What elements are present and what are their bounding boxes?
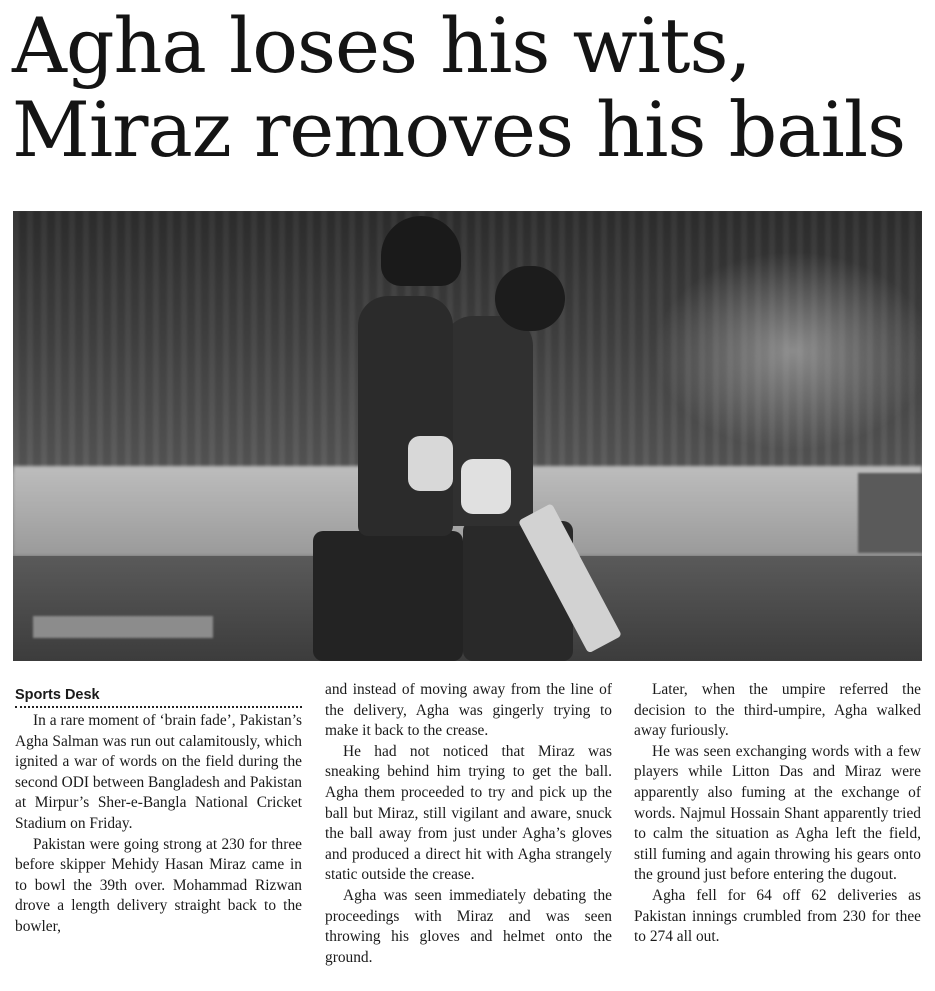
headline bbox=[12, 1, 927, 174]
headline-line-1: Agha loses his wits, bbox=[12, 1, 751, 90]
player-one-gloves bbox=[408, 436, 453, 491]
player-two-helmet bbox=[495, 266, 565, 331]
stand-light bbox=[653, 251, 922, 451]
player-one-helmet bbox=[381, 216, 461, 286]
player-one-body bbox=[358, 296, 453, 536]
paragraph: In a rare moment of ‘brain fade’, Pakistan’s Agha Salman was run out calamitously, which ignited a war of words on the field during the second ODI between Bangladesh and Pakistan at Mirpur’s Sher-e-Bangla National Cricket Stadium on Friday. bbox=[15, 712, 302, 832]
cricket-players-photo bbox=[13, 211, 922, 661]
paragraph: Agha fell for 64 off 62 deliveries as Pakistan innings crumbled from 230 for thee to 274 all out. bbox=[634, 886, 921, 946]
advertising-board-dark bbox=[858, 473, 922, 553]
paragraph: He was seen exchanging words with a few players while Litton Das and Miraz were apparently also fuming at the exchange of words. Najmul Hossain Shant apparently tried to calm the situation as Agha left the field, still fuming and again throwing his gears onto the ground just before entering the dugout. bbox=[634, 742, 921, 884]
player-one-legs bbox=[313, 531, 463, 661]
pitch-marking bbox=[33, 616, 213, 638]
paragraph: Agha was seen immediately debating the proceedings with Miraz and was seen throwing his gloves and helmet onto the ground. bbox=[325, 886, 612, 966]
headline-line-2: Miraz removes his bails bbox=[12, 85, 906, 174]
player-two-gloves bbox=[461, 459, 511, 514]
article-column-1 bbox=[15, 680, 302, 938]
byline: Sports Desk bbox=[15, 680, 302, 708]
article-column-2 bbox=[325, 680, 612, 968]
paragraph: and instead of moving away from the line of the delivery, Agha was gingerly trying to make it back to the crease. bbox=[325, 681, 612, 740]
article-column-3 bbox=[634, 680, 921, 948]
paragraph: He had not noticed that Miraz was sneaking behind him trying to get the ball. Agha them proceeded to try and pick up the ball but Miraz, still vigilant and aware, snuck the ball away from just under Agha’s gloves and produced a direct hit with Agha strangely static outside the crease. bbox=[325, 742, 612, 884]
paragraph: Later, when the umpire referred the decision to the third-umpire, Agha walked away furiously. bbox=[634, 681, 921, 740]
paragraph: Pakistan were going strong at 230 for three before skipper Mehidy Hasan Miraz came in to bowl the 39th over. Mohammad Rizwan drove a length delivery straight back to the bowler, bbox=[15, 835, 302, 935]
